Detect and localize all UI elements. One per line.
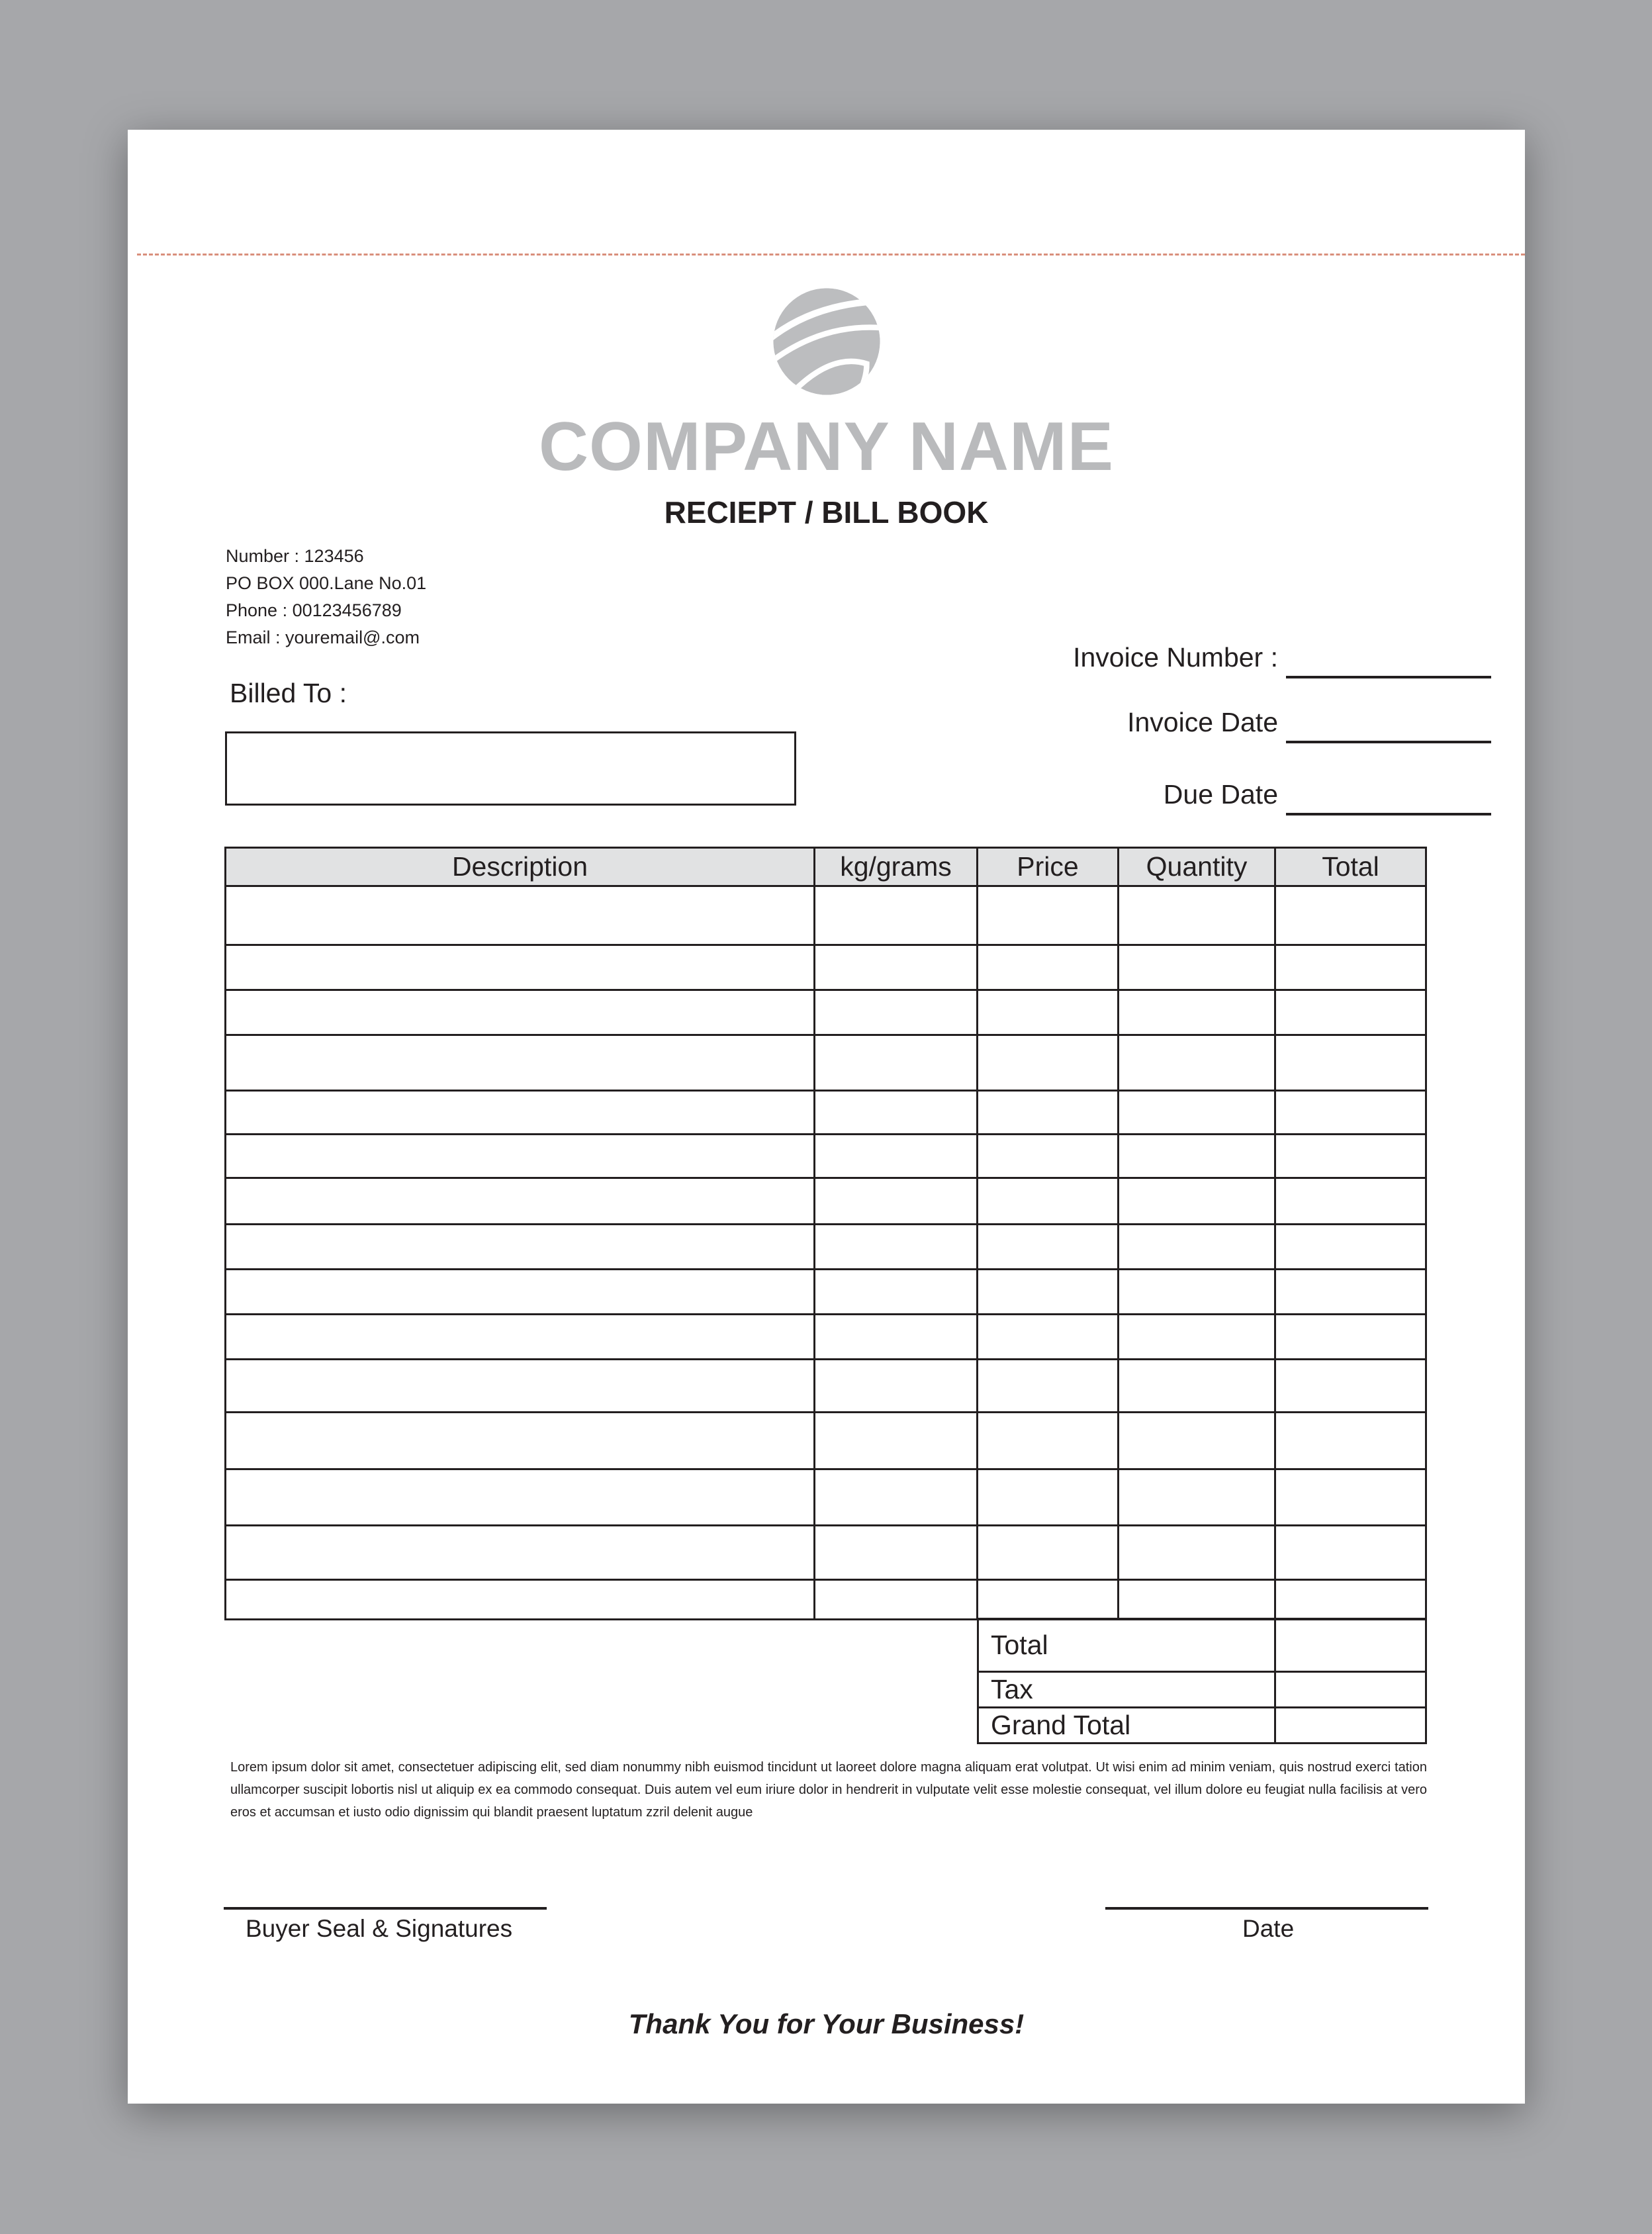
due-date-field[interactable] — [1286, 813, 1491, 815]
cell-weight[interactable] — [815, 1035, 978, 1091]
cell-quantity[interactable] — [1119, 1270, 1275, 1315]
cell-description[interactable] — [226, 990, 815, 1035]
table-row — [226, 1360, 1426, 1413]
cell-quantity[interactable] — [1119, 1413, 1275, 1469]
perforation-line — [137, 254, 1525, 256]
cell-weight[interactable] — [815, 1178, 978, 1225]
cell-description[interactable] — [226, 945, 815, 990]
column-header-total: Total — [1275, 848, 1426, 886]
cell-weight[interactable] — [815, 1469, 978, 1526]
cell-price[interactable] — [978, 1315, 1119, 1360]
cell-weight[interactable] — [815, 1413, 978, 1469]
items-table-body — [226, 886, 1426, 1620]
tax-row — [978, 1672, 1426, 1708]
cell-description[interactable] — [226, 1413, 815, 1469]
document-title: RECIEPT / BILL BOOK — [664, 495, 989, 530]
total-value-cell[interactable] — [1275, 1619, 1426, 1672]
company-name: COMPANY NAME — [538, 408, 1115, 485]
table-row — [226, 1135, 1426, 1178]
table-header-row — [226, 848, 1426, 886]
cell-price[interactable] — [978, 1178, 1119, 1225]
cell-description[interactable] — [226, 1360, 815, 1413]
billed-to-label: Billed To : — [230, 678, 347, 708]
cell-weight[interactable] — [815, 1270, 978, 1315]
cell-description[interactable] — [226, 1225, 815, 1270]
cell-price[interactable] — [978, 1469, 1119, 1526]
cell-total[interactable] — [1275, 1135, 1426, 1178]
invoice-date-row — [856, 704, 1491, 743]
cell-description[interactable] — [226, 886, 815, 945]
terms-text: Lorem ipsum dolor sit amet, consectetuer adipiscing elit, sed diam nonummy nibh euismod tincidunt ut laoreet dolore magna aliquam erat volutpat. Ut wisi enim ad minim veniam, quis nostrud exerci tation ullamcorper suscipit lobortis nisl ut aliquip ex ea commodo consequat. Duis autem vel eum iriure dolor in hendrerit in vulputate velit esse molestie consequat, vel illum dolore eu feugiat nulla facilisis at vero eros et accumsan et iusto odio dignissim qui blandit praesent luptatum zzril delenit augue — [230, 1760, 1427, 1820]
tax-value-cell[interactable] — [1275, 1672, 1426, 1708]
cell-weight[interactable] — [815, 1091, 978, 1135]
grand-total-label: Grand Total — [978, 1708, 1275, 1744]
cell-price[interactable] — [978, 1091, 1119, 1135]
table-row — [226, 1413, 1426, 1469]
cell-price[interactable] — [978, 945, 1119, 990]
date-signature-line[interactable] — [1105, 1907, 1428, 1910]
table-row — [226, 1035, 1426, 1091]
cell-weight[interactable] — [815, 1315, 978, 1360]
table-row — [226, 1091, 1426, 1135]
tax-label: Tax — [978, 1672, 1275, 1708]
cell-description[interactable] — [226, 1270, 815, 1315]
cell-total[interactable] — [1275, 1469, 1426, 1526]
cell-description[interactable] — [226, 1135, 815, 1178]
table-row — [226, 1526, 1426, 1580]
cell-total[interactable] — [1275, 1413, 1426, 1469]
cell-quantity[interactable] — [1119, 1225, 1275, 1270]
signature-date-label: Date — [1242, 1915, 1295, 1942]
column-header-quantity: Quantity — [1119, 848, 1275, 886]
invoice-date-field[interactable] — [1286, 741, 1491, 743]
cell-total[interactable] — [1275, 990, 1426, 1035]
table-row — [226, 990, 1426, 1035]
cell-description[interactable] — [226, 1091, 815, 1135]
cell-total[interactable] — [1275, 1315, 1426, 1360]
cell-quantity[interactable] — [1119, 1469, 1275, 1526]
table-row — [226, 1315, 1426, 1360]
cell-quantity[interactable] — [1119, 886, 1275, 945]
cell-total[interactable] — [1275, 1526, 1426, 1580]
cell-price[interactable] — [978, 886, 1119, 945]
cell-total[interactable] — [1275, 1580, 1426, 1620]
cell-total[interactable] — [1275, 1360, 1426, 1413]
totals-table — [977, 1618, 1427, 1744]
cell-description[interactable] — [226, 1035, 815, 1091]
cell-description[interactable] — [226, 1469, 815, 1526]
grand-total-value-cell[interactable] — [1275, 1708, 1426, 1744]
cell-weight[interactable] — [815, 1360, 978, 1413]
table-row — [226, 1178, 1426, 1225]
table-row — [226, 1580, 1426, 1620]
buyer-signature-line[interactable] — [224, 1907, 547, 1910]
cell-weight[interactable] — [815, 945, 978, 990]
cell-quantity[interactable] — [1119, 1178, 1275, 1225]
cell-total[interactable] — [1275, 1091, 1426, 1135]
table-row — [226, 1225, 1426, 1270]
cell-price[interactable] — [978, 1135, 1119, 1178]
invoice-date-label: Invoice Date — [1127, 707, 1278, 737]
contact-address: PO BOX 000.Lane No.01 — [226, 573, 427, 593]
cell-price[interactable] — [978, 1270, 1119, 1315]
cell-price[interactable] — [978, 1225, 1119, 1270]
cell-weight[interactable] — [815, 1225, 978, 1270]
cell-quantity[interactable] — [1119, 945, 1275, 990]
contact-number: Number : 123456 — [226, 546, 364, 566]
cell-description[interactable] — [226, 1178, 815, 1225]
cell-price[interactable] — [978, 1035, 1119, 1091]
cell-price[interactable] — [978, 1413, 1119, 1469]
invoice-number-label: Invoice Number : — [1073, 642, 1278, 673]
cell-total[interactable] — [1275, 945, 1426, 990]
contact-phone: Phone : 00123456789 — [226, 600, 402, 620]
cell-total[interactable] — [1275, 886, 1426, 945]
thank-you-message: Thank You for Your Business! — [628, 2008, 1025, 2039]
column-header-weight: kg/grams — [815, 848, 978, 886]
cell-quantity[interactable] — [1119, 1360, 1275, 1413]
invoice-number-field[interactable] — [1286, 676, 1491, 678]
cell-price[interactable] — [978, 1360, 1119, 1413]
cell-weight[interactable] — [815, 1580, 978, 1620]
cell-quantity[interactable] — [1119, 1035, 1275, 1091]
cell-weight[interactable] — [815, 1526, 978, 1580]
cell-description[interactable] — [226, 1315, 815, 1360]
due-date-label: Due Date — [1163, 779, 1278, 810]
globe-swoosh-logo-icon — [771, 286, 882, 397]
column-header-description: Description — [226, 848, 815, 886]
cell-weight[interactable] — [815, 1135, 978, 1178]
cell-price[interactable] — [978, 1526, 1119, 1580]
cell-quantity[interactable] — [1119, 1526, 1275, 1580]
table-row — [226, 886, 1426, 945]
cell-quantity[interactable] — [1119, 1315, 1275, 1360]
cell-quantity[interactable] — [1119, 1580, 1275, 1620]
total-label: Total — [978, 1619, 1275, 1672]
cell-total[interactable] — [1275, 1178, 1426, 1225]
cell-price[interactable] — [978, 1580, 1119, 1620]
cell-total[interactable] — [1275, 1035, 1426, 1091]
total-row — [978, 1619, 1426, 1672]
due-date-row — [856, 776, 1491, 815]
cell-quantity[interactable] — [1119, 1091, 1275, 1135]
cell-quantity[interactable] — [1119, 990, 1275, 1035]
table-row — [226, 945, 1426, 990]
table-row — [226, 1469, 1426, 1526]
billed-to-field[interactable] — [225, 731, 796, 806]
cell-description[interactable] — [226, 1580, 815, 1620]
column-header-price: Price — [978, 848, 1119, 886]
contact-block — [226, 543, 426, 651]
cell-price[interactable] — [978, 990, 1119, 1035]
receipt-sheet — [128, 130, 1525, 2104]
cell-description[interactable] — [226, 1526, 815, 1580]
table-row — [226, 1270, 1426, 1315]
cell-weight[interactable] — [815, 990, 978, 1035]
contact-email: Email : youremail@.com — [226, 628, 420, 647]
cell-total[interactable] — [1275, 1270, 1426, 1315]
buyer-signature-label: Buyer Seal & Signatures — [246, 1915, 513, 1942]
cell-weight[interactable] — [815, 886, 978, 945]
invoice-number-row — [856, 639, 1491, 678]
items-table — [224, 847, 1427, 1620]
cell-total[interactable] — [1275, 1225, 1426, 1270]
cell-quantity[interactable] — [1119, 1135, 1275, 1178]
grand-total-row — [978, 1708, 1426, 1744]
